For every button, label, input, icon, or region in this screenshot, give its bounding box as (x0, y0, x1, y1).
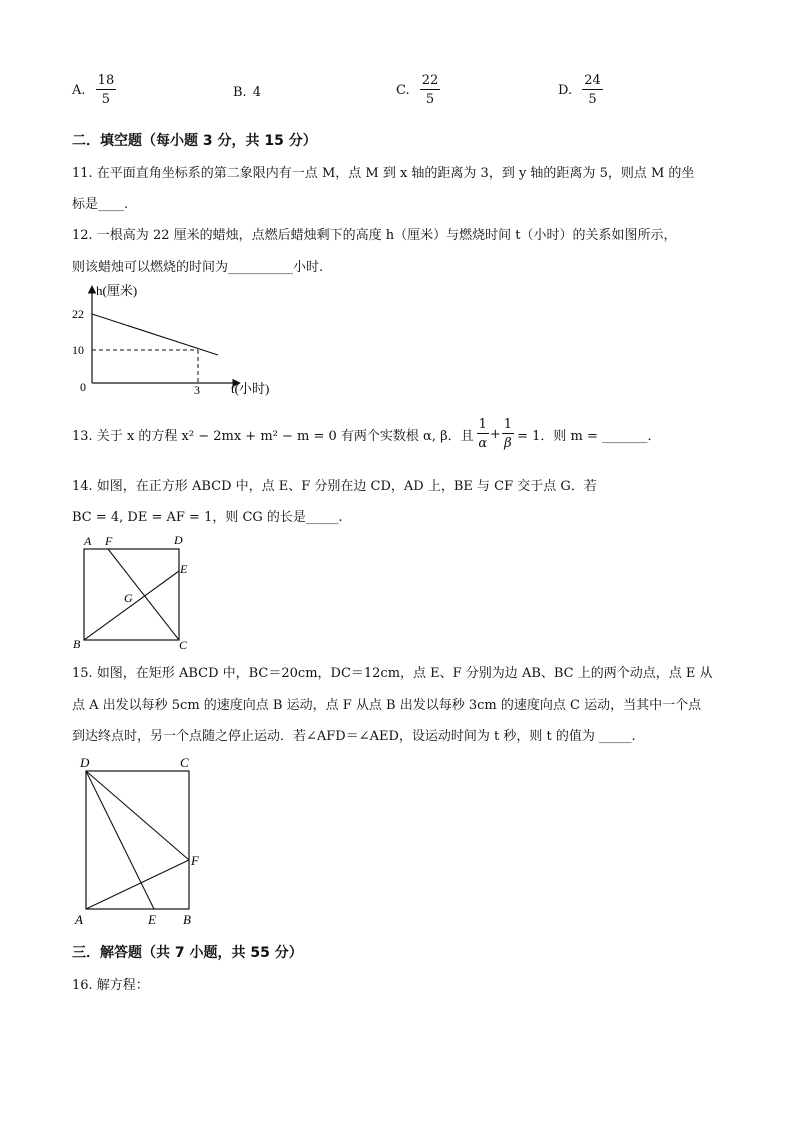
x-tick-3: 3 (194, 383, 200, 397)
fraction: $\frac{22}{5}$ (421, 73, 439, 107)
section-2-title: 二．填空题（每小题 3 分，共 15 分） (72, 133, 317, 149)
q15-line2: 点 A 出发以每秒 5cm 的速度向点 B 运动，点 F 从点 B 出发以每秒 3cm 的速度向点 C 运动，当其中一个点 (72, 698, 702, 713)
q10-option-c: C. $\frac{22}{5}$ (396, 73, 439, 107)
label-E: E (148, 912, 156, 927)
y-axis-label: h(厘米) (96, 283, 138, 298)
height-line (92, 314, 218, 355)
origin-label: 0 (80, 380, 86, 394)
segment-de (86, 771, 154, 909)
label-D: D (80, 755, 90, 770)
q16: 16. 解方程： (72, 978, 149, 993)
fraction-1-beta: $\frac{1}{\beta}$ (503, 417, 513, 451)
label-C: C (180, 755, 189, 770)
label-A: A (84, 534, 92, 548)
segment-df (86, 771, 189, 860)
label-G: G (124, 591, 133, 605)
fraction: $\frac{18}{5}$ (97, 73, 115, 107)
label-C: C (179, 638, 188, 652)
square-figure (70, 532, 200, 652)
q13 (72, 418, 661, 450)
y-tick-22: 22 (72, 307, 84, 321)
q14-line1: 14. 如图，在正方形 ABCD 中，点 E、F 分别在边 CD，AD 上，BE 与 CF 交于点 G．若 (72, 479, 597, 494)
fraction: $\frac{24}{5}$ (584, 73, 601, 107)
q10-option-b: B. 4 (233, 85, 261, 100)
label-D: D (174, 533, 183, 547)
label-F: F (105, 534, 113, 548)
q13-prefix: 13. 关于 x 的方程 x² − 2mx + m² − m = 0 有两个实数根 α, β．且 (72, 428, 474, 444)
x-axis-label: t(小时) (231, 381, 270, 396)
label-E: E (180, 562, 188, 576)
q13-suffix: = 1．则 m = _______． (517, 428, 661, 444)
label-B: B (183, 912, 191, 927)
candle-height-graph (60, 280, 290, 405)
label-B: B (73, 637, 81, 651)
q10-option-a: A. $\frac{18}{5}$ (72, 73, 115, 107)
q13-plus: + (489, 426, 501, 442)
rectangle-abcd (86, 771, 189, 909)
y-tick-10: 10 (72, 343, 84, 357)
section-3-title: 三．解答题（共 7 小题，共 55 分） (72, 945, 303, 961)
q15-line3: 到达终点时，另一个点随之停止运动．若∠AFD＝∠AED，设运动时间为 t 秒，则 t 的值为 _____. (72, 729, 636, 744)
segment-be (84, 571, 179, 640)
q15-line1: 15. 如图，在矩形 ABCD 中，BC＝20cm，DC＝12cm，点 E、F 分别为边 AB、BC 上的两个动点，点 E 从 (72, 666, 713, 681)
q10-option-d: D. $\frac{24}{5}$ (558, 73, 601, 107)
fraction-1-alpha: $\frac{1}{\alpha}$ (478, 417, 488, 451)
q11-line1: 11. 在平面直角坐标系的第二象限内有一点 M，点 M 到 x 轴的距离为 3，到 y 轴的距离为 5，则点 M 的坐 (72, 166, 695, 181)
q12-line2: 则该蜡烛可以燃烧的时间为__________小时. (72, 260, 324, 275)
q14-line2: BC = 4, DE = AF = 1，则 CG 的长是_____. (72, 510, 343, 525)
segment-cf (108, 549, 179, 640)
segment-af (86, 860, 189, 909)
rectangle-figure (70, 752, 210, 930)
label-A: A (75, 912, 83, 927)
q11-line2: 标是____. (72, 197, 129, 212)
label-F: F (191, 853, 199, 868)
q12-line1: 12. 一根高为 22 厘米的蜡烛，点燃后蜡烛剩下的高度 h（厘米）与燃烧时间 t（小时）的关系如图所示， (72, 228, 677, 243)
